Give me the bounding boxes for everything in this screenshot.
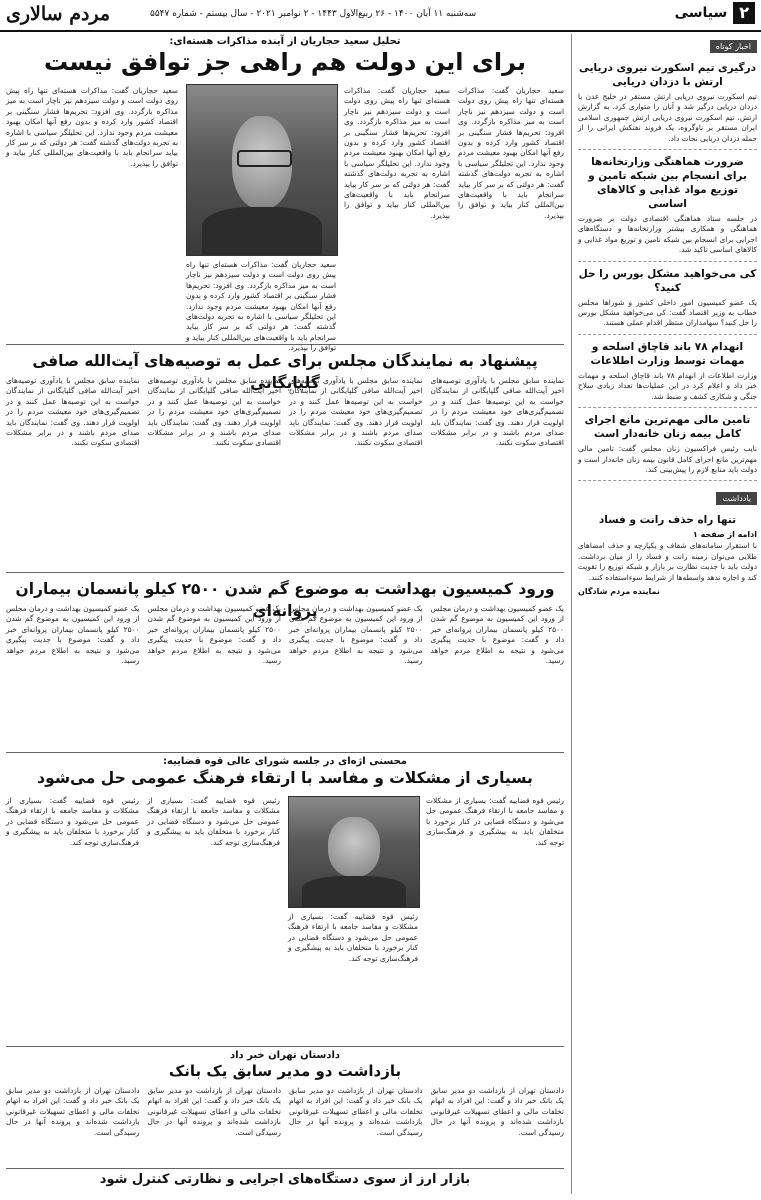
- judiciary-photo: [288, 796, 420, 908]
- article-body: نماینده سابق مجلس با یادآوری توصیه‌های اخیر آیت‌الله صافی گلپایگانی از نمایندگان خواست به این توصیه‌ها عمل کنند و در تصمیم‌گیری‌های خود معیشت مردم را در اولویت قرار دهند. وی گفت: نمایندگان باید صدای مردم باشند و در برابر مشکلات اقتصادی سکوت نکنند.: [6, 376, 140, 448]
- note-author: نماینده مردم شادگان: [578, 586, 660, 596]
- article-bank-managers: [6, 1048, 564, 1169]
- article-body: نماینده سابق مجلس با یادآوری توصیه‌های اخیر آیت‌الله صافی گلپایگانی از نمایندگان خواست به این توصیه‌ها عمل کنند و در تصمیم‌گیری‌های خود معیشت مردم را در اولویت قرار دهند. وی گفت: نمایندگان باید صدای مردم باشند و در برابر مشکلات اقتصادی سکوت نکنند.: [289, 376, 423, 448]
- note-title: تنها راه حذف رانت و فساد: [598, 514, 737, 527]
- article-safi-golpayegani: [6, 346, 564, 573]
- article-columns: [6, 86, 178, 336]
- article-body: سعید حجاریان گفت: مذاکرات هسته‌ای تنها راه پیش روی دولت است و دولت سیزدهم نیز ناچار است به میز مذاکره بازگردد. وی افزود: تحریم‌ها فشار سنگینی بر اقتصاد کشور وارد کرده و بدون رفع آنها امکان بهبود معیشت مردم وجود ندارد. این تحلیلگر سیاسی با اشاره به تجربه دولت‌های گذشته گفت: هر دولتی که بر سر کار بیاید سرانجام باید با واقعیت‌های بین‌المللی کنار بیاید و توافق را بپذیرد.: [458, 86, 564, 220]
- newspaper-logo: مردم سالاری: [6, 3, 111, 25]
- article-columns: [426, 796, 564, 1040]
- article-columns: [6, 604, 564, 746]
- article-headline: ورود کمیسیون بهداشت به موضوع گم شدن ۲۵۰۰ کیلو پانسمان بیماران پروانه‌ای: [15, 580, 555, 620]
- article-columns: [344, 86, 564, 336]
- article-kicker: محسنی اژه‌ای در جلسه شورای عالی قوه قضاییه:: [163, 756, 407, 767]
- page-marker: [675, 2, 755, 24]
- divider: [578, 261, 757, 262]
- article-columns: [288, 912, 418, 1040]
- sidebar-news-body: تیم اسکورت نیروی دریایی ارتش مستقر در خلیج عدن با دزدان دریایی درگیر شد و آنان را متواری کرد. به گزارش ارتش، تیم اسکورت نیروی دریایی ارتش جمهوری اسلامی ایران مستقر بر ناوگروه، یک فروند نفتکش ایرانی را از حمله دزدان دریایی نجات داد.: [578, 92, 757, 143]
- sidebar-news-title: کی می‌خواهید مشکل بورس را حل کنید؟: [578, 267, 757, 294]
- news-sidebar: [571, 34, 757, 1194]
- sidebar-news-body: در جلسه ستاد هماهنگی اقتصادی دولت بر ضرورت هماهنگی و همکاری بیشتر وزارتخانه‌ها و دستگاه‌های اجرایی برای انسجام بین شبکه تامین و توزیع مواد غذایی و کالاهای اساسی تاکید شد.: [578, 214, 757, 255]
- article-body: رئیس قوه قضاییه گفت: بسیاری از مشکلات و مفاسد جامعه با ارتقاء فرهنگ عمومی حل می‌شود و دستگاه قضایی در کنار برخورد با متخلفان باید به پیشگیری و فرهنگ‌سازی توجه کند.: [147, 796, 280, 847]
- article-headline: برای این دولت هم راهی جز توافق نیست: [43, 48, 527, 76]
- sidebar-news-body: یک عضو کمیسیون امور داخلی کشور و شوراها مجلس خطاب به وزیر اقتصاد گفت: کی می‌خواهید مشکل بورس را حل کنید؟ سهامداران منتظر اقدام عملی هستند.: [578, 297, 757, 328]
- sidebar-news-title: درگیری تیم اسکورت نیروی دریایی ارتش با دزدان دریایی: [578, 62, 757, 88]
- sidebar-news-title: ضرورت هماهنگی وزارتخانه‌ها برای انسجام بین شبکه تامین و توزیع مواد غذایی و کالاهای اساسی: [588, 156, 747, 211]
- dateline: سه‌شنبه ۱۱ آبان ۱۴۰۰ - ۲۶ ربیع‌الاول ۱۴۴۳ - ۲ نوامبر ۲۰۲۱ - سال بیستم - شماره ۵۵۴۷: [150, 9, 477, 19]
- article-body: سعید حجاریان گفت: مذاکرات هسته‌ای تنها راه پیش روی دولت است و دولت سیزدهم نیز ناچار است به میز مذاکره بازگردد. وی افزود: تحریم‌ها فشار سنگینی بر اقتصاد کشور وارد کرده و بدون رفع آنها امکان بهبود معیشت مردم وجود ندارد. این تحلیلگر سیاسی با اشاره به تجربه دولت‌های گذشته گفت: هر دولتی که بر سر کار بیاید سرانجام باید با واقعیت‌های بین‌المللی کنار بیاید و توافق را بپذیرد.: [344, 86, 450, 220]
- article-columns: [6, 1086, 564, 1164]
- article-body: سعید حجاریان گفت: مذاکرات هسته‌ای تنها راه پیش روی دولت است و دولت سیزدهم نیز ناچار است به میز مذاکره بازگردد. وی افزود: تحریم‌ها فشار سنگینی بر اقتصاد کشور وارد کرده و بدون رفع آنها امکان بهبود معیشت مردم وجود ندارد. این تحلیلگر سیاسی با اشاره به تجربه دولت‌های گذشته گفت: هر دولتی که بر سر کار بیاید سرانجام باید با واقعیت‌های بین‌المللی کنار بیاید و توافق را بپذیرد.: [6, 86, 178, 168]
- divider: [578, 407, 757, 408]
- sidebar-news-title: انهدام ۷۸ باند قاچاق اسلحه و مهمات توسط وزارت اطلاعات: [590, 340, 745, 367]
- divider: [578, 149, 757, 150]
- article-columns: [6, 376, 564, 566]
- article-body: دادستان تهران از بازداشت دو مدیر سابق یک بانک خبر داد و گفت: این افراد به اتهام تخلفات مالی و اعطای تسهیلات غیرقانونی بازداشت شده‌اند و پرونده آنها در حال رسیدگی است.: [430, 1086, 564, 1137]
- article-kicker: تحلیل سعید حجاریان از آینده مذاکرات هسته‌ای:: [169, 36, 401, 47]
- article-health-commission: [6, 574, 564, 753]
- note-body: با استقرار سامانه‌های شفاف و یکپارچه و حذف امضاهای طلایی می‌توان زمینه رانت و فساد را از میان برداشت. دولت باید با جدیت نظارت بر بازار و شبکه توزیع را تقویت کند و اجازه ندهد واسطه‌ها از شرایط سوءاستفاده کنند.: [578, 541, 757, 582]
- sidebar-news-body: وزارت اطلاعات از انهدام ۷۸ باند قاچاق اسلحه و مهمات خبر داد و اعلام کرد در این عملیات‌ها تعداد زیادی سلاح جنگی و شکاری کشف و ضبط شد.: [578, 370, 757, 401]
- article-body: رئیس قوه قضاییه گفت: بسیاری از مشکلات و مفاسد جامعه با ارتقاء فرهنگ عمومی حل می‌شود و دستگاه قضایی در کنار برخورد با متخلفان باید به پیشگیری و فرهنگ‌سازی توجه کند.: [288, 912, 418, 963]
- article-columns: [186, 260, 336, 353]
- masthead: [0, 0, 761, 32]
- page-number: ۲: [733, 2, 755, 24]
- divider: [578, 480, 757, 481]
- article-body: نماینده سابق مجلس با یادآوری توصیه‌های اخیر آیت‌الله صافی گلپایگانی از نمایندگان خواست به این توصیه‌ها عمل کنند و در تصمیم‌گیری‌های خود معیشت مردم را در اولویت قرار دهند. وی گفت: نمایندگان باید صدای مردم باشند و در برابر مشکلات اقتصادی سکوت نکنند.: [147, 376, 281, 448]
- main-content: [6, 34, 564, 1194]
- article-body: سعید حجاریان گفت: مذاکرات هسته‌ای تنها راه پیش روی دولت است و دولت سیزدهم نیز ناچار است به میز مذاکره بازگردد. وی افزود: تحریم‌ها فشار سنگینی بر اقتصاد کشور وارد کرده و بدون رفع آنها امکان بهبود معیشت مردم وجود ندارد. این تحلیلگر سیاسی با اشاره به تجربه دولت‌های گذشته گفت: هر دولتی که بر سر کار بیاید سرانجام باید با واقعیت‌های بین‌المللی کنار بیاید و توافق را بپذیرد.: [186, 260, 336, 353]
- article-body: نماینده سابق مجلس با یادآوری توصیه‌های اخیر آیت‌الله صافی گلپایگانی از نمایندگان خواست به این توصیه‌ها عمل کنند و در تصمیم‌گیری‌های خود معیشت مردم را در اولویت قرار دهند. وی گفت: نمایندگان باید صدای مردم باشند و در برابر مشکلات اقتصادی سکوت نکنند.: [430, 376, 564, 448]
- section-name: سیاسی: [674, 5, 728, 21]
- article-headline: پیشنهاد به نمایندگان مجلس برای عمل به توصیه‌های آیت‌الله صافی گلپایگانی: [32, 352, 538, 392]
- divider: [578, 334, 757, 335]
- article-body: یک عضو کمیسیون بهداشت و درمان مجلس از ورود این کمیسیون به موضوع گم شدن ۲۵۰۰ کیلو پانسمان بیماران پروانه‌ای خبر داد و گفت: موضوع با جدیت پیگیری می‌شود و نتیجه به اطلاع مردم خواهد رسید.: [147, 604, 281, 666]
- article-body: دادستان تهران از بازداشت دو مدیر سابق یک بانک خبر داد و گفت: این افراد به اتهام تخلفات مالی و اعطای تسهیلات غیرقانونی بازداشت شده‌اند و پرونده آنها در حال رسیدگی است.: [289, 1086, 423, 1137]
- article-body: یک عضو کمیسیون بهداشت و درمان مجلس از ورود این کمیسیون به موضوع گم شدن ۲۵۰۰ کیلو پانسمان بیماران پروانه‌ای خبر داد و گفت: موضوع با جدیت پیگیری می‌شود و نتیجه به اطلاع مردم خواهد رسید.: [430, 604, 564, 666]
- portrait-photo: [186, 84, 338, 256]
- article-headline: بسیاری از مشکلات و مفاسد با ارتقاء فرهنگ عمومی حل می‌شود: [37, 769, 533, 787]
- article-headline: بازار ارز از سوی دستگاه‌های اجرایی و نظارتی کنترل شود: [99, 1172, 471, 1187]
- short-news-tag: اخبار کوتاه: [710, 40, 757, 53]
- article-currency-market: [6, 1170, 564, 1194]
- article-body: رئیس قوه قضاییه گفت: بسیاری از مشکلات و مفاسد جامعه با ارتقاء فرهنگ عمومی حل می‌شود و دستگاه قضایی در کنار برخورد با متخلفان باید به پیشگیری و فرهنگ‌سازی توجه کند.: [426, 796, 564, 847]
- article-body: رئیس قوه قضاییه گفت: بسیاری از مشکلات و مفاسد جامعه با ارتقاء فرهنگ عمومی حل می‌شود و دستگاه قضایی در کنار برخورد با متخلفان باید به پیشگیری و فرهنگ‌سازی توجه کند.: [6, 796, 139, 847]
- note-tag: یادداشت: [716, 492, 757, 505]
- article-body: دادستان تهران از بازداشت دو مدیر سابق یک بانک خبر داد و گفت: این افراد به اتهام تخلفات مالی و اعطای تسهیلات غیرقانونی بازداشت شده‌اند و پرونده آنها در حال رسیدگی است.: [6, 1086, 140, 1137]
- sidebar-news-body: نایب رئیس فراکسیون زنان مجلس گفت: تامین مالی مهم‌ترین مانع اجرای کامل قانون بیمه زنان خانه‌دار است و دولت باید منابع لازم را پیش‌بینی کند.: [578, 444, 757, 474]
- note-continued: ادامه از صفحه ۱: [692, 530, 757, 540]
- article-kicker: دادستان تهران خبر داد: [229, 1050, 341, 1061]
- sidebar-news-title: تامین مالی مهم‌ترین مانع اجرای کامل بیمه زنان خانه‌دار است: [584, 414, 751, 441]
- article-body: یک عضو کمیسیون بهداشت و درمان مجلس از ورود این کمیسیون به موضوع گم شدن ۲۵۰۰ کیلو پانسمان بیماران پروانه‌ای خبر داد و گفت: موضوع با جدیت پیگیری می‌شود و نتیجه به اطلاع مردم خواهد رسید.: [6, 604, 140, 666]
- article-headline: بازداشت دو مدیر سابق یک بانک: [168, 1062, 402, 1080]
- article-body: یک عضو کمیسیون بهداشت و درمان مجلس از ورود این کمیسیون به موضوع گم شدن ۲۵۰۰ کیلو پانسمان بیماران پروانه‌ای خبر داد و گفت: موضوع با جدیت پیگیری می‌شود و نتیجه به اطلاع مردم خواهد رسید.: [289, 604, 423, 666]
- article-hajjarian: [6, 34, 564, 353]
- article-columns: [6, 796, 280, 1040]
- article-body: دادستان تهران از بازداشت دو مدیر سابق یک بانک خبر داد و گفت: این افراد به اتهام تخلفات مالی و اعطای تسهیلات غیرقانونی بازداشت شده‌اند و پرونده آنها در حال رسیدگی است.: [147, 1086, 281, 1137]
- article-judiciary: [6, 754, 564, 1047]
